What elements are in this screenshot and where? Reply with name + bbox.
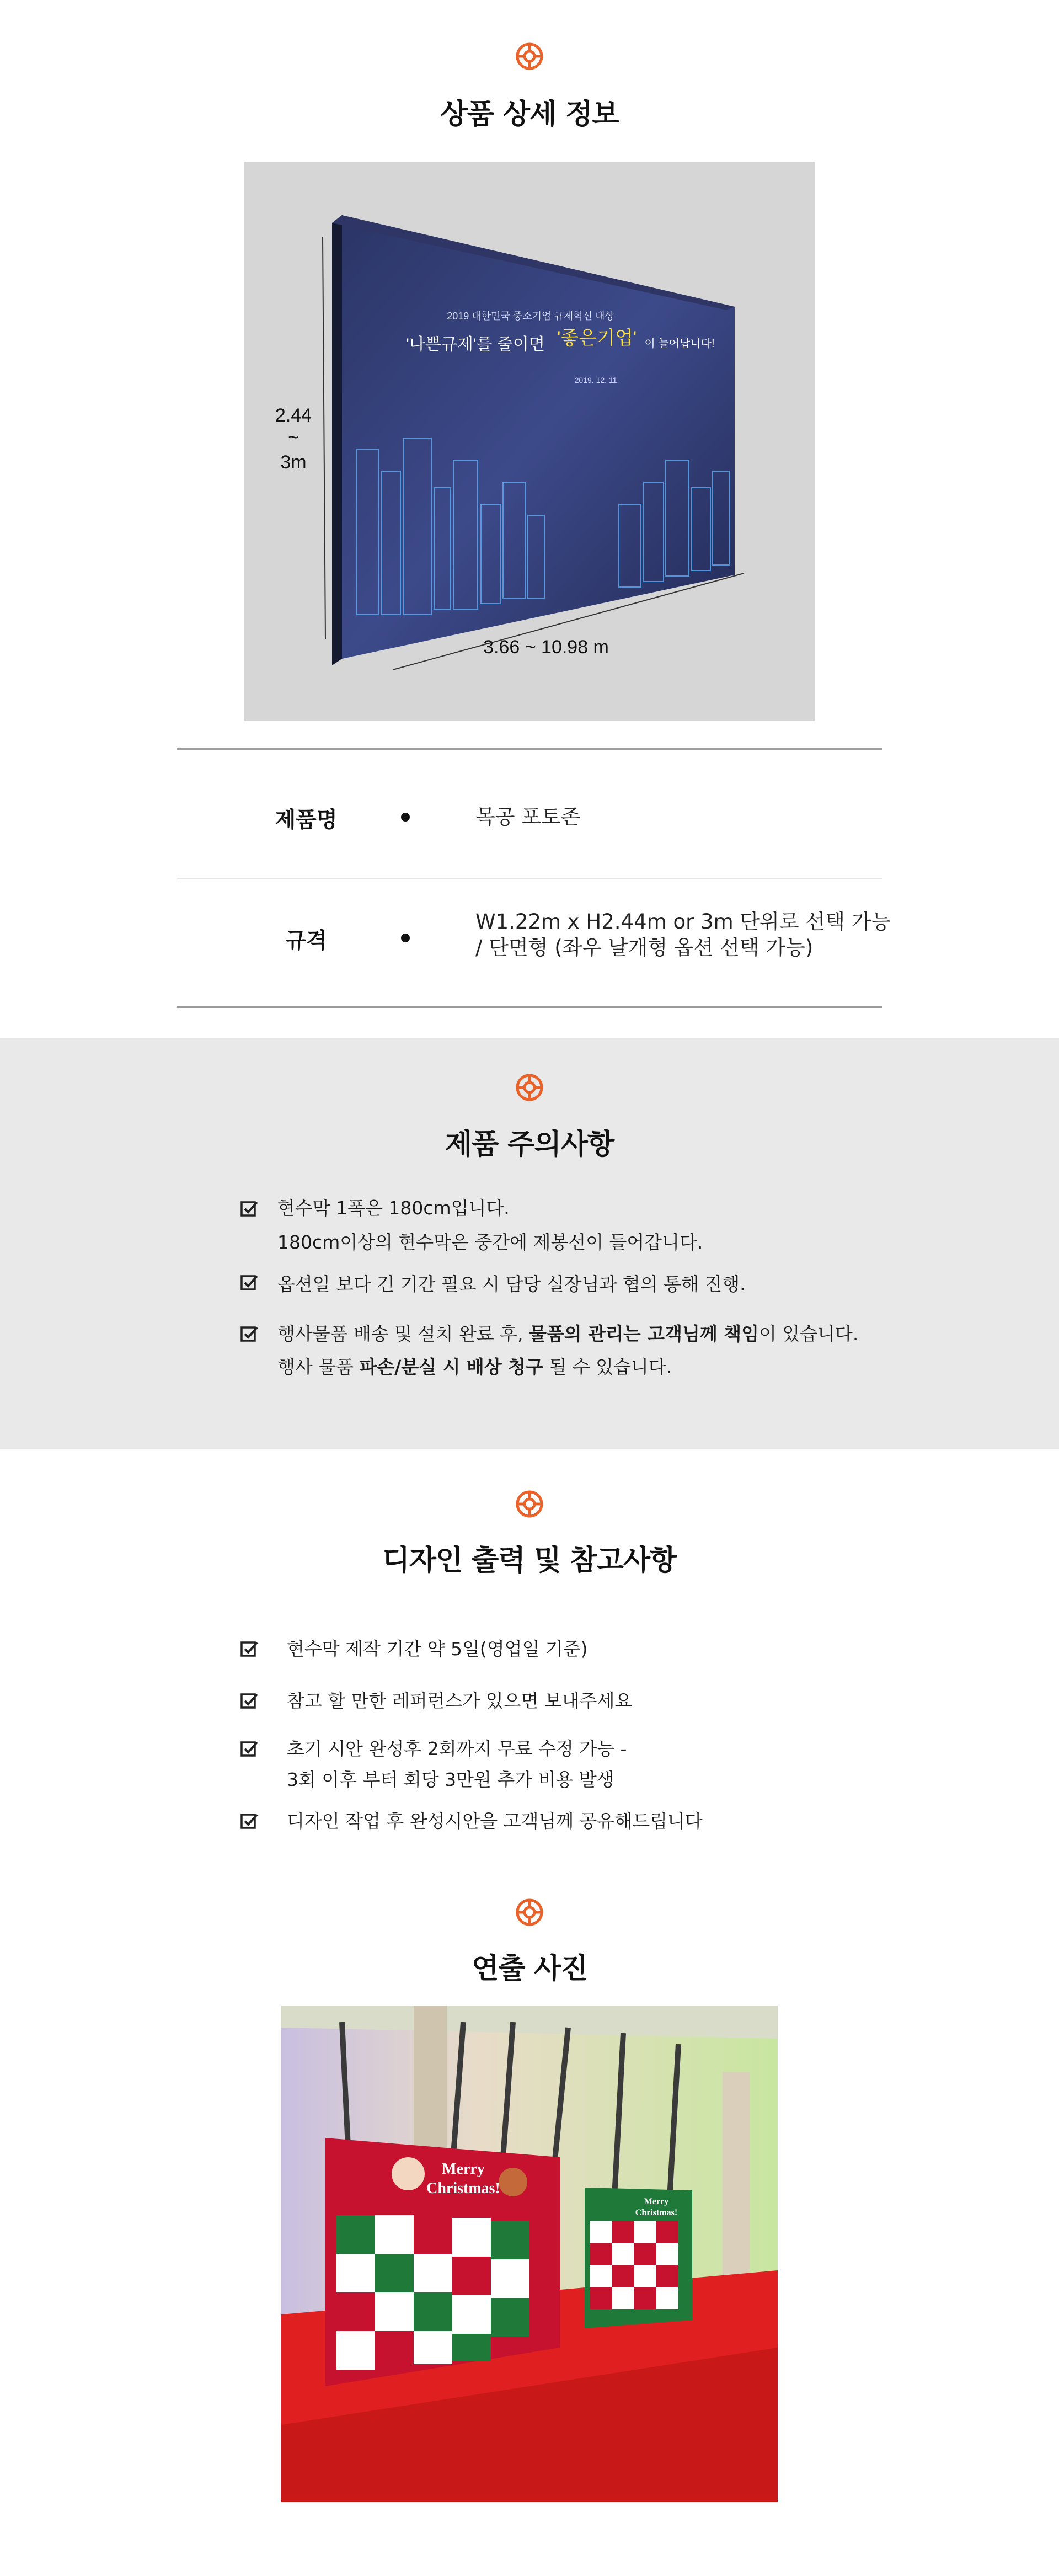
small-board-title-1: Merry — [644, 2197, 669, 2206]
check-icon — [240, 1692, 259, 1710]
notice-item-3 — [277, 1317, 858, 1351]
crosshair-icon — [515, 1897, 544, 1927]
section-title-design: 디자인 출력 및 참고사항 — [382, 1544, 677, 1577]
section-title-photo: 연출 사진 — [472, 1953, 587, 1985]
design-item-4: 디자인 작업 후 완성시안을 고객님께 공유해드립니다 — [287, 1810, 703, 1832]
small-board-title-2: Christmas! — [635, 2208, 678, 2217]
width-label: 3.66 ~ 10.98 m — [483, 637, 609, 658]
spec-label-size: 규격 — [285, 929, 327, 953]
christmas-photozone-scene — [281, 2006, 778, 2502]
photozone-illustration — [244, 162, 815, 721]
board-title-1: Merry — [442, 2161, 485, 2178]
crosshair-icon — [515, 1489, 544, 1519]
crosshair-icon — [515, 1073, 544, 1102]
check-icon — [240, 1640, 259, 1658]
large-board — [325, 2138, 560, 2386]
check-icon — [240, 1199, 259, 1218]
spec-label-name: 제품명 — [275, 808, 338, 833]
small-board — [585, 2188, 692, 2328]
section-title-detail: 상품 상세 정보 — [440, 98, 619, 131]
design-item-2: 참고 할 만한 레퍼런스가 있으면 보내주세요 — [287, 1690, 633, 1711]
spec-bullet — [401, 934, 410, 942]
spec-top-border — [177, 748, 882, 750]
spec-value-size-1: W1.22m x H2.44m or 3m 단위로 선택 가능 — [475, 910, 891, 934]
height-label-1: 2.44 — [275, 405, 312, 426]
notice-item-4 — [277, 1350, 672, 1384]
product-image — [244, 162, 815, 721]
banner-text-2c: 이 늘어납니다! — [644, 338, 715, 350]
notice-item-1-line-1: 현수막 1폭은 180cm입니다. — [277, 1197, 510, 1219]
spec-bottom-border — [177, 1006, 882, 1008]
banner-text-2b: '좋은기업' — [557, 328, 637, 349]
spec-value-size-2: / 단면형 (좌우 날개형 옵션 선택 가능) — [475, 936, 814, 959]
notice-item-4-text: 행사 물품 — [277, 1356, 360, 1378]
notice-item-3-bold: 물품의 관리는 고객님께 책임 — [528, 1323, 759, 1345]
crosshair-icon — [515, 41, 544, 71]
height-label-3: 3m — [280, 452, 307, 473]
spec-bullet — [401, 813, 410, 822]
notice-item-4-tail: 될 수 있습니다. — [543, 1356, 672, 1378]
check-icon — [240, 1325, 259, 1343]
design-item-3-line-1: 초기 시안 완성후 2회까지 무료 수정 가능 - — [287, 1738, 627, 1759]
spec-divider — [177, 878, 882, 879]
notice-item-3-text: 행사물품 배송 및 설치 완료 후, — [277, 1323, 529, 1345]
banner-text-3: 2019. 12. 11. — [574, 376, 619, 385]
notice-item-4-bold: 파손/분실 시 배상 청구 — [359, 1356, 543, 1378]
spec-value-name: 목공 포토존 — [475, 805, 581, 829]
notice-item-3-tail: 이 있습니다. — [758, 1323, 859, 1345]
design-item-1: 현수막 제작 기간 약 5일(영업일 기준) — [287, 1638, 588, 1660]
notice-item-1-line-2: 180cm이상의 현수막은 중간에 제봉선이 들어갑니다. — [277, 1231, 703, 1253]
section-title-notice: 제품 주의사항 — [445, 1128, 614, 1161]
board-title-2: Christmas! — [426, 2180, 500, 2197]
check-icon — [240, 1812, 259, 1831]
design-item-3-line-2: 3회 이후 부터 회당 3만원 추가 비용 발생 — [287, 1769, 614, 1790]
staging-photo — [281, 2006, 778, 2502]
check-icon — [240, 1273, 259, 1292]
height-label-2: ~ — [288, 427, 299, 448]
banner-text-1: 2019 대한민국 중소기업 규제혁신 대상 — [447, 311, 614, 322]
notice-item-2: 옵션일 보다 긴 기간 필요 시 담당 실장님과 협의 통해 진행. — [277, 1273, 746, 1295]
check-icon — [240, 1740, 259, 1758]
banner-text-2a: '나쁜규제'를 줄이면 — [406, 335, 545, 354]
